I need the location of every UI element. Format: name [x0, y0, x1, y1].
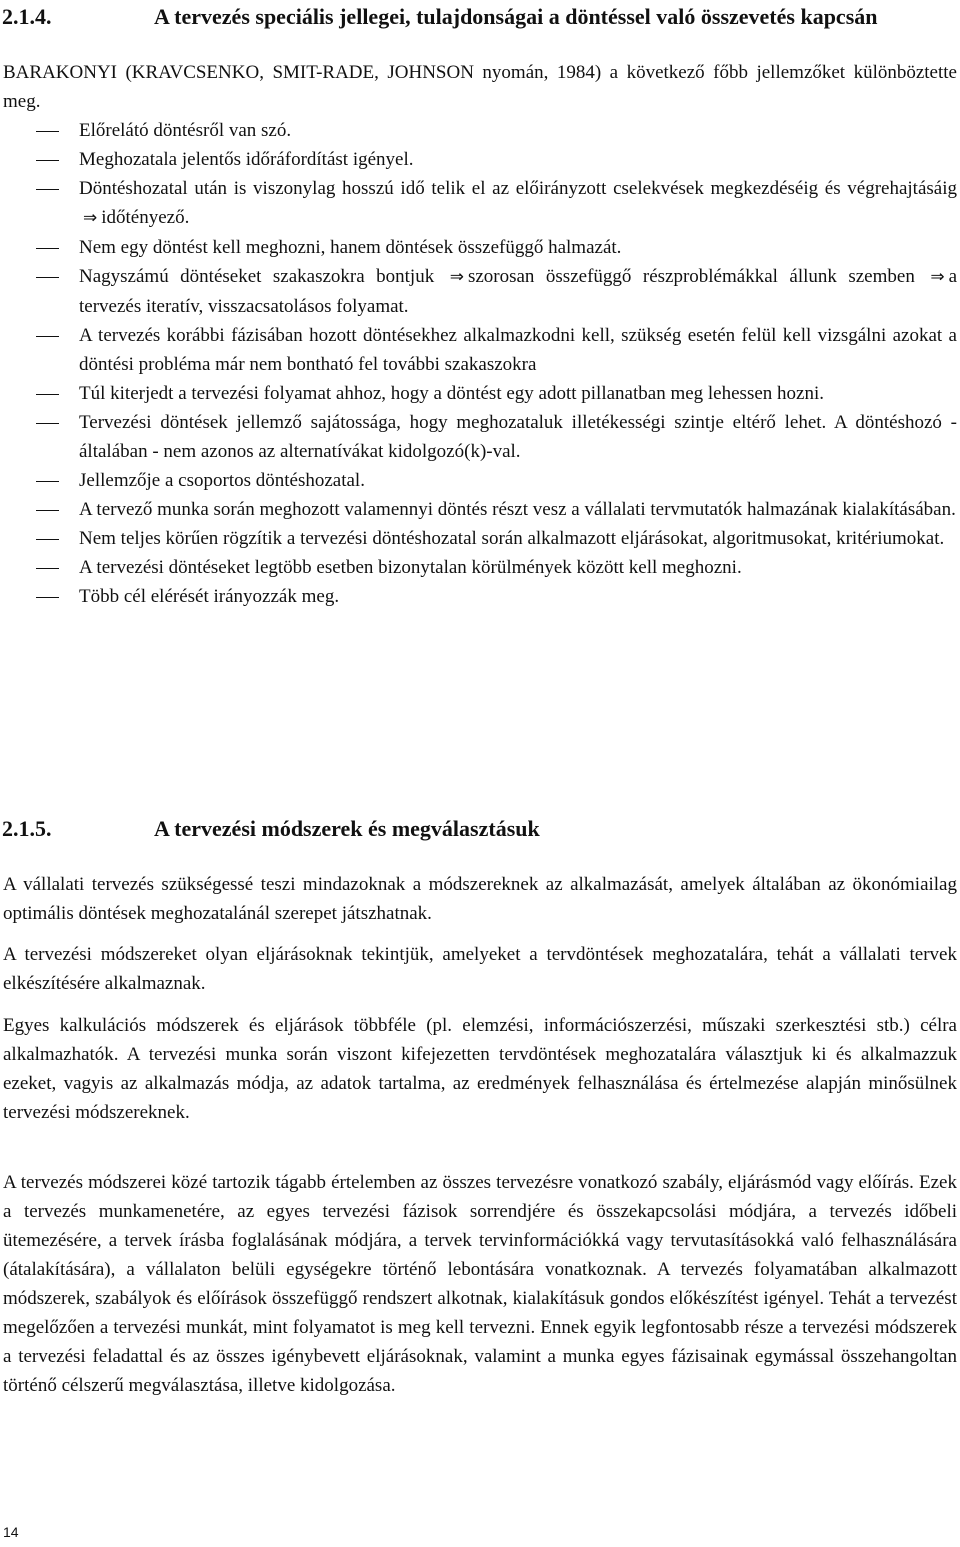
dash-bullet-icon — [36, 568, 59, 569]
list-item-text: Nem egy döntést kell meghozni, hanem döntések összefüggő halmazát. — [79, 237, 622, 258]
section-number: 2.1.5. — [2, 816, 52, 841]
list-item — [0, 495, 960, 524]
list-item — [0, 379, 960, 408]
list-item-text: Meghozatala jelentős időráfordítást igényel. — [79, 149, 414, 170]
list-item-text: Döntéshozatal után is viszonylag hosszú idő telik el az előirányzott cselekvések megkezdéséig és végrehajtásáig — [79, 178, 957, 199]
list-item-text: A tervezés korábbi fázisában hozott döntésekhez alkalmazkodni kell, szükség esetén felül kell vizsgálni azokat a döntési probléma már nem bontható fel további szakaszokra — [79, 325, 957, 375]
list-item — [0, 116, 960, 145]
list-item-text: Előrelátó döntésről van szó. — [79, 120, 292, 141]
list-item — [0, 524, 960, 553]
list-item-text: A tervezési döntéseket legtöbb esetben bizonytalan körülmények között kell meghozni. — [79, 557, 742, 578]
list-item-text: szorosan összefüggő részproblémákkal állunk szemben — [467, 266, 915, 287]
list-item — [0, 262, 960, 321]
intro-paragraph: BARAKONYI (KRAVCSENKO, SMIT-RADE, JOHNSON nyomán, 1984) a következő főbb jellemzőket különböztette meg. — [3, 62, 957, 112]
dash-bullet-icon — [36, 160, 59, 161]
dash-bullet-icon — [36, 131, 59, 132]
dash-bullet-icon — [36, 189, 59, 190]
list-item-text: Nagyszámú döntéseket szakaszokra bontjuk — [79, 266, 435, 287]
section-title: A tervezési módszerek és megválasztásuk — [154, 816, 540, 841]
list-item-text: Több cél elérését irányozzák meg. — [79, 586, 340, 607]
body-paragraph: A tervezés módszerei közé tartozik tágabb értelemben az összes tervezésre vonatkozó szabály, eljárásmód vagy előírás. Ezek a tervezés munkamenetére, az egyes tervezési fázisok sorrendjére és összekapcsolási módjára, a tervezés időbeli ütemezésére, a tervek írásba foglalásának módjára, a tervek tervinformációkká vagy tervutasításokká való felhasználására (átalakítására), a vállalaton belüli egységekre történő lebontására vonatkoznak. A tervezés folyamatában alkalmazott módszerek, szabályok és előírások összefüggő rendszert alkotnak, kialakításuk gondos előkészítést igényel. Tehát a tervezést megelőzően a tervezési munkát, mint folyamatot is meg kell tervezni. Ennek egyik legfontosabb része a tervezési módszerek a tervezési feladattal és az összes igénybevett eljárásoknak, valamint a munka egyes fázisainak egymással összehangoltan történő célszerű megválasztása, illetve kidolgozása. — [3, 1172, 957, 1396]
list-item-text: Nem teljes körűen rögzítik a tervezési döntéshozatal során alkalmazott eljárásokat, algoritmusokat, kritériumokat. — [79, 528, 945, 549]
dash-bullet-icon — [36, 539, 59, 540]
list-item — [0, 145, 960, 174]
implies-arrow-icon: ⇒ — [83, 208, 98, 228]
list-item — [0, 408, 960, 466]
body-paragraph: Egyes kalkulációs módszerek és eljárások többféle (pl. elemzési, információszerzési, műszaki szerkesztési stb.) célra alkalmazhatók. A tervezési munka során viszont kifejezetten tervdöntések meghozatalára választjuk ki és alkalmazzuk ezeket, vagyis az alkalmazás módja, az adatok tartalma, az eredmények felhasználása és értelmezése alapján minősülnek tervezési módszereknek. — [3, 1015, 957, 1123]
dash-bullet-icon — [36, 481, 59, 482]
list-item-text: időtényező. — [101, 207, 190, 228]
body-paragraph: A tervezési módszereket olyan eljárásoknak tekintjük, amelyeket a tervdöntések meghozatalára, tehát a vállalati tervek elkészítésére alkalmaznak. — [3, 944, 957, 994]
list-item-text: Túl kiterjedt a tervezési folyamat ahhoz, hogy a döntést egy adott pillanatban meg lehessen hozni. — [79, 383, 824, 404]
dash-bullet-icon — [36, 423, 59, 424]
section-number: 2.1.4. — [2, 4, 52, 29]
list-item-text: A tervező munka során meghozott valamennyi döntés részt vesz a vállalati tervmutatók halmazának kialakításában. — [79, 499, 956, 520]
characteristics-list — [0, 116, 960, 611]
list-item — [0, 466, 960, 495]
list-item — [0, 174, 960, 233]
list-item — [0, 233, 960, 262]
section-title: A tervezés speciális jellegei, tulajdonságai a döntéssel való összevetés kapcsán — [154, 4, 878, 29]
dash-bullet-icon — [36, 336, 59, 337]
list-item-text: a tervezés iteratív, visszacsatolásos folyamat. — [79, 266, 958, 317]
dash-bullet-icon — [36, 248, 59, 249]
dash-bullet-icon — [36, 394, 59, 395]
dash-bullet-icon — [36, 277, 59, 278]
list-item — [0, 553, 960, 582]
dash-bullet-icon — [36, 597, 59, 598]
body-paragraph: A vállalati tervezés szükségessé teszi mindazoknak a módszereknek az alkalmazását, amelyek általában az ökonómiailag optimális döntések meghozatalánál szerepet játszhatnak. — [3, 874, 957, 924]
list-item — [0, 321, 960, 379]
implies-arrow-icon: ⇒ — [449, 267, 464, 287]
page-number: 14 — [3, 1524, 19, 1540]
list-item — [0, 582, 960, 611]
list-item-text: Tervezési döntések jellemző sajátossága, hogy meghozataluk illetékességi szintje eltérő lehet. A döntéshozó - általában - nem azonos az alternatívákat kidolgozó(k)-val. — [79, 412, 957, 462]
implies-arrow-icon: ⇒ — [930, 267, 945, 287]
list-item-text: Jellemzője a csoportos döntéshozatal. — [79, 470, 365, 491]
dash-bullet-icon — [36, 510, 59, 511]
